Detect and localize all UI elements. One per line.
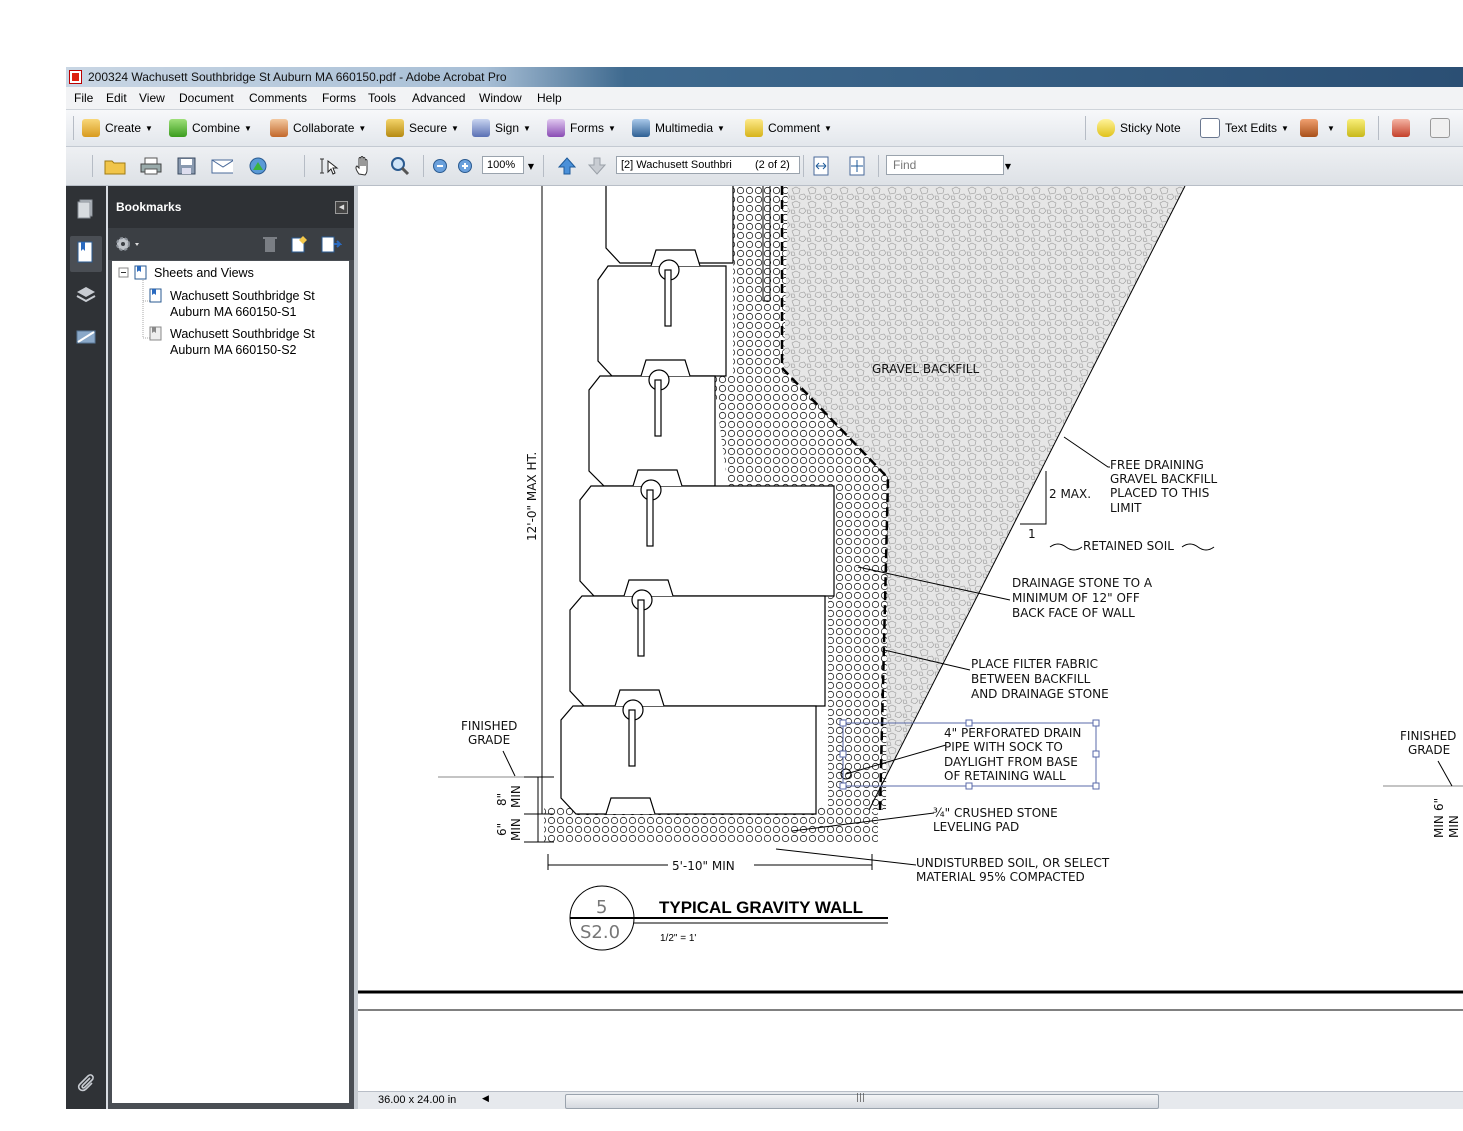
secure-button[interactable]: Secure ▼ [386, 118, 459, 138]
previous-page-button[interactable] [556, 156, 578, 176]
markup-icon [1392, 119, 1410, 137]
status-bar [358, 1091, 1463, 1109]
printer-icon [140, 157, 162, 175]
select-tool[interactable] [318, 156, 340, 176]
root-bookmark-icon [134, 265, 148, 280]
drainage-stone-label-3: BACK FACE OF WALL [1012, 606, 1135, 620]
fit-page-button[interactable] [846, 156, 868, 176]
dim-8-inch: 8" [495, 792, 509, 806]
comment-bubble-icon [745, 119, 763, 137]
leveling-pad [544, 812, 878, 842]
toolbar-separator [543, 155, 544, 177]
pen-icon [472, 119, 490, 137]
free-draining-label-1: FREE DRAINING [1110, 458, 1204, 472]
arrow-up-icon [557, 156, 577, 176]
open-button[interactable] [104, 156, 126, 176]
markup-button[interactable] [1392, 118, 1415, 138]
arrow-down-icon [587, 156, 607, 176]
chevron-down-icon: ▼ [527, 161, 535, 171]
scroll-left-icon[interactable]: ◀ [482, 1094, 489, 1104]
envelope-icon [211, 157, 233, 175]
free-draining-label-4: LIMIT [1110, 501, 1142, 515]
delete-bookmark-button[interactable] [262, 235, 278, 253]
gravel-backfill-label: GRAVEL BACKFILL [872, 362, 980, 376]
toolbar-separator [1378, 116, 1379, 140]
bookmark-item-s1[interactable]: Wachusett Southbridge St Auburn MA 660150-S1 [170, 289, 315, 319]
drain-pipe-label-1: 4" PERFORATED DRAIN [944, 726, 1082, 740]
zoom-level-input[interactable]: 100% [482, 156, 524, 174]
chevron-down-icon: ▼ [358, 123, 367, 133]
create-button[interactable]: Create ▼ [82, 118, 153, 138]
horizontal-scrollbar[interactable] [565, 1094, 1159, 1109]
finished-grade-label-2: GRADE [468, 733, 511, 747]
undisturbed-soil-label-2: MATERIAL 95% COMPACTED [916, 870, 1085, 884]
attachments-tab[interactable] [75, 1072, 97, 1094]
zoom-in-button[interactable] [454, 156, 476, 176]
dim-6-inch: 6" [495, 822, 509, 836]
chevron-left-icon: ◀ [338, 203, 345, 211]
scroll-grip-icon: ||| [856, 1093, 866, 1103]
chevron-down-icon: ▼ [523, 123, 531, 133]
folder-icon [104, 157, 126, 175]
magnifier-icon [389, 156, 411, 176]
combine-icon [169, 119, 187, 137]
highlight-icon [1347, 119, 1365, 137]
toolbar-separator [423, 155, 424, 177]
menu-file[interactable]: File [74, 91, 94, 105]
menu-view[interactable]: View [139, 91, 165, 105]
forms-button[interactable]: Forms ▼ [547, 118, 616, 138]
fit-page-icon [847, 156, 867, 176]
menu-comments[interactable]: Comments [249, 91, 308, 105]
lock-icon [386, 119, 404, 137]
bookmark-root-label[interactable]: Sheets and Views [154, 266, 254, 280]
page-number-input[interactable]: [2] Wachusett Southbri (2 of 2) [616, 156, 800, 174]
zoom-out-button[interactable] [429, 156, 451, 176]
menu-advanced[interactable]: Advanced [412, 91, 466, 105]
navigation-toolbar [66, 147, 1463, 186]
document-view[interactable] [358, 186, 1463, 1091]
zoom-tool[interactable] [389, 156, 411, 176]
crushed-stone-label-2: LEVELING PAD [933, 820, 1020, 834]
drain-pipe-label-2: PIPE WITH SOCK TO [944, 740, 1063, 754]
new-bookmark-button[interactable] [290, 234, 310, 254]
bookmark-item-s2[interactable]: Wachusett Southbridge St Auburn MA 660150-S2 [170, 327, 315, 357]
acrobat-window [66, 67, 1463, 1109]
drain-pipe-label-4: OF RETAINING WALL [944, 769, 1066, 783]
layers-tab[interactable] [75, 284, 97, 306]
chevron-down-icon: ▼ [608, 123, 616, 133]
bookmarks-panel-title: Bookmarks [116, 200, 182, 214]
globe-arrow-icon [247, 156, 269, 176]
hand-icon [353, 156, 375, 176]
bookmark-icon [149, 288, 163, 303]
fit-width-button[interactable] [810, 156, 832, 176]
finished-grade-right-1: FINISHED [1400, 729, 1457, 743]
dim-min-right: MIN [1447, 815, 1461, 838]
menu-edit[interactable]: Edit [106, 91, 127, 105]
chevron-down-icon: ▼ [717, 123, 725, 133]
menu-document[interactable]: Document [179, 91, 234, 105]
collapse-panel-button[interactable] [335, 201, 348, 214]
dim-6-right: 6" [1432, 797, 1446, 811]
layers-icon [75, 284, 97, 306]
detail-scale: 1/2" = 1' [660, 933, 697, 944]
options-gear-button[interactable] [114, 234, 144, 254]
signatures-tab[interactable] [75, 326, 97, 348]
height-dimension-label: 12'-0" MAX HT. [525, 451, 539, 541]
toolbar-separator [1085, 116, 1086, 140]
bookmark-icon [70, 236, 102, 272]
menu-bar [66, 87, 1463, 110]
drainage-stone-label-2: MINIMUM OF 12" OFF [1012, 591, 1140, 605]
chevron-down-icon: ▼ [244, 123, 252, 133]
chevron-down-icon: ▼ [451, 123, 459, 133]
menu-lines-icon [1430, 118, 1450, 138]
options-button[interactable] [1430, 118, 1455, 138]
bookmarks-tree [112, 261, 349, 1103]
toolbar-separator [878, 155, 879, 177]
save-button[interactable] [176, 156, 198, 176]
fit-width-icon [811, 156, 831, 176]
menu-forms[interactable]: Forms [322, 91, 356, 105]
filter-fabric-label-2: BETWEEN BACKFILL [971, 672, 1091, 686]
detail-number: 5 [596, 897, 608, 918]
highlight-button[interactable] [1347, 118, 1370, 138]
dim-6-min: MIN [509, 818, 523, 841]
stamp-button[interactable] [1300, 118, 1335, 138]
dim-6-min-right: MIN [1432, 815, 1446, 838]
detail-sheet: S2.0 [580, 922, 621, 943]
page-size-label: 36.00 x 24.00 in [378, 1094, 457, 1106]
undisturbed-soil-label-1: UNDISTURBED SOIL, OR SELECT [916, 856, 1110, 870]
signature-icon [75, 326, 97, 348]
finished-grade-right-2: GRADE [1408, 743, 1451, 757]
free-draining-label-2: GRAVEL BACKFILL [1110, 472, 1218, 486]
collaborate-button[interactable]: Collaborate ▼ [270, 118, 366, 138]
dim-8-min: MIN [509, 785, 523, 808]
finished-grade-label-1: FINISHED [461, 719, 518, 733]
page-count: (2 of 2) [755, 159, 790, 171]
floppy-disk-icon [177, 157, 197, 175]
title-bar [66, 67, 1463, 87]
sticky-note-button[interactable]: Sticky Note [1097, 118, 1181, 138]
bookmark-icon [149, 326, 163, 341]
tasks-toolbar [66, 110, 1463, 147]
text-edits-button[interactable]: Text Edits ▼ [1200, 118, 1289, 138]
print-button[interactable] [140, 156, 162, 176]
comment-button[interactable]: Comment ▼ [745, 118, 832, 138]
retained-soil-label: RETAINED SOIL [1083, 539, 1174, 553]
menu-help[interactable]: Help [537, 91, 562, 105]
bookmarks-toolbar [108, 228, 354, 260]
form-icon [547, 119, 565, 137]
menu-tools[interactable]: Tools [368, 91, 397, 105]
window-title: 200324 Wachusett Southbridge St Auburn MA 660150.pdf - Adobe Acrobat Pro [88, 70, 507, 84]
pages-tab[interactable] [75, 198, 97, 220]
drainage-stone-label-1: DRAINAGE STONE TO A [1012, 576, 1153, 590]
bookmarks-panel [108, 186, 354, 1109]
toolbar-grip [92, 155, 93, 177]
drain-pipe-label-3: DAYLIGHT FROM BASE [944, 755, 1078, 769]
bookmarks-tab[interactable] [70, 236, 102, 272]
paperclip-icon [75, 1072, 97, 1094]
find-dropdown[interactable] [1002, 156, 1014, 176]
expand-bookmark-button[interactable] [320, 234, 342, 254]
text-edit-icon [1200, 118, 1220, 138]
chevron-down-icon: ▼ [1327, 123, 1335, 133]
zoom-dropdown[interactable] [525, 156, 537, 176]
chevron-down-icon: ▼ [1281, 123, 1289, 133]
toolbar-separator [304, 155, 305, 177]
detail-title: TYPICAL GRAVITY WALL [659, 898, 864, 917]
next-page-button[interactable] [586, 156, 608, 176]
find-input[interactable]: Find [886, 155, 1004, 175]
crushed-stone-label-1: ¾" CRUSHED STONE [933, 806, 1058, 820]
menu-window[interactable]: Window [479, 91, 522, 105]
chevron-down-icon: ▼ [824, 123, 832, 133]
hand-tool[interactable] [353, 156, 375, 176]
multimedia-button[interactable]: Multimedia ▼ [632, 118, 725, 138]
combine-button[interactable]: Combine ▼ [169, 118, 252, 138]
pages-icon [75, 198, 97, 220]
text-cursor-icon [318, 157, 340, 175]
create-icon [82, 119, 100, 137]
slope-horizontal: 1 [1028, 527, 1036, 541]
upload-button[interactable] [247, 156, 269, 176]
construction-drawing [358, 186, 1463, 1091]
chevron-down-icon: ▼ [145, 123, 153, 133]
free-draining-label-3: PLACED TO THIS [1110, 486, 1210, 500]
slope-vertical: 2 MAX. [1049, 487, 1092, 501]
chevron-down-icon: ▼ [1004, 161, 1012, 171]
base-width-label: 5'-10" MIN [672, 859, 735, 873]
sticky-note-icon [1097, 119, 1115, 137]
toolbar-grip [73, 116, 74, 140]
sign-button[interactable]: Sign ▼ [472, 118, 531, 138]
collaborate-icon [270, 119, 288, 137]
filter-fabric-label-1: PLACE FILTER FABRIC [971, 657, 1099, 671]
zoom-out-icon [432, 158, 448, 174]
zoom-in-icon [457, 158, 473, 174]
toolbar-separator [803, 155, 804, 177]
bookmarks-panel-header [108, 186, 354, 228]
email-button[interactable] [211, 156, 233, 176]
filter-fabric-label-3: AND DRAINAGE STONE [971, 687, 1109, 701]
stamp-icon [1300, 119, 1318, 137]
navigation-rail [66, 186, 106, 1109]
film-icon [632, 119, 650, 137]
acrobat-app-icon [69, 70, 82, 84]
